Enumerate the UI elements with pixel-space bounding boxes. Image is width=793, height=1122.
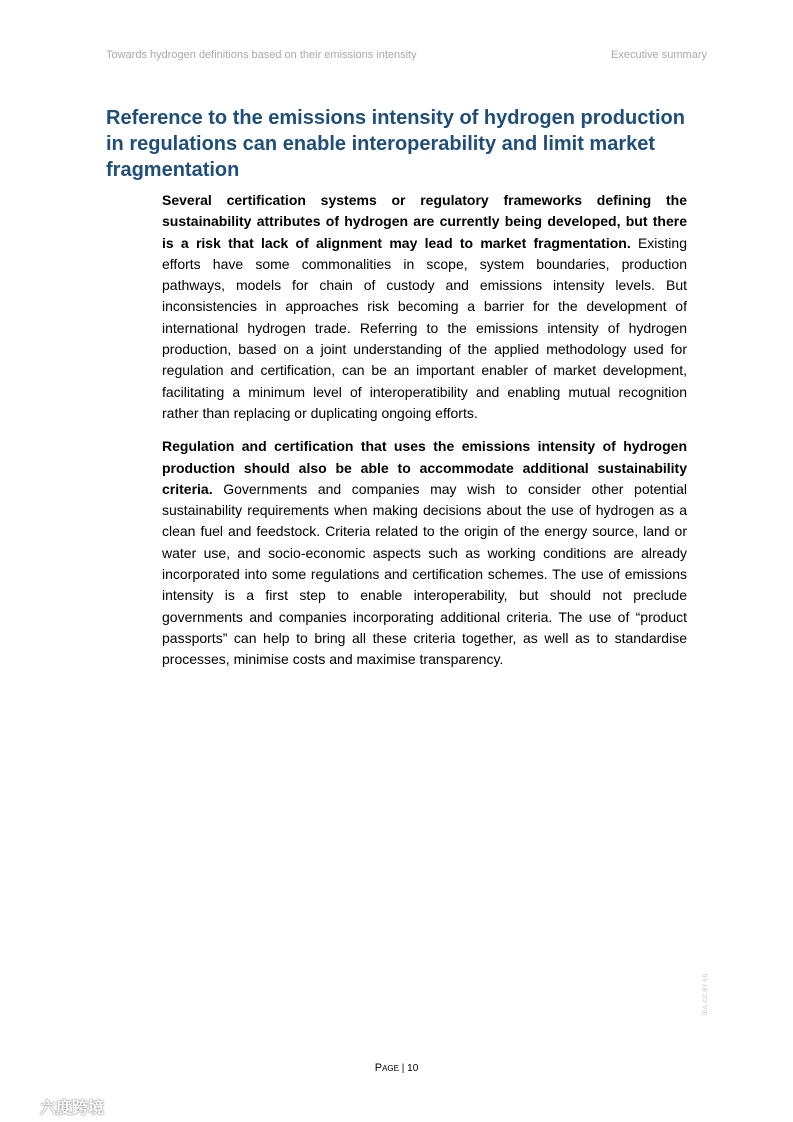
license-notice: IEA. CC BY 4.0. bbox=[703, 972, 709, 1015]
page-header bbox=[106, 47, 707, 63]
body-text bbox=[162, 190, 687, 683]
paragraph-1-body: Existing efforts have some commonalities in scope, system boundaries, production pathways, models for chain of custody and emissions intensity levels. But inconsistencies in approaches risk becoming a barrier for the development of international hydrogen trade. Referring to the emissions intensity of hydrogen production, based on a joint understanding of the applied methodology used for regulation and certification, can be an important enabler of market development, facilitating a minimum level of interoperatibility and enabling mutual recognition rather than replacing or duplicating ongoing efforts. bbox=[162, 234, 687, 421]
watermark-logo-icon bbox=[8, 1097, 34, 1115]
header-section-title: Executive summary bbox=[611, 49, 707, 61]
watermark-text: 六度跨境 bbox=[40, 1099, 105, 1117]
page-number: 10 bbox=[407, 1063, 419, 1074]
page-separator: | bbox=[401, 1063, 405, 1074]
page-label: Page bbox=[374, 1062, 399, 1074]
section-heading: Reference to the emissions intensity of hydrogen production in regulations can enable interoperability and limit market fragmentation bbox=[106, 107, 685, 181]
paragraph-1 bbox=[162, 190, 687, 424]
paragraph-1-lead: Several certification systems or regulatory frameworks defining the sustainability attributes of hydrogen are currently being developed, but there is a risk that lack of alignment may lead to market fragmentation. bbox=[162, 192, 687, 251]
page-footer bbox=[0, 1060, 793, 1077]
paragraph-2-body: Governments and companies may wish to consider other potential sustainability requirements when making decisions about the use of hydrogen as a clean fuel and feedstock. Criteria related to the origin of the energy source, land or water use, and socio-economic aspects such as working conditions are already incorporated into some regulations and certification schemes. The use of emissions intensity is a first step to enable interoperability, but should not preclude governments and companies incorporating additional criteria. The use of “product passports” can help to bring all these criteria together, as well as to standardise processes, minimise costs and maximise transparency. bbox=[162, 480, 687, 668]
header-document-title: Towards hydrogen definitions based on their emissions intensity bbox=[106, 49, 417, 61]
watermark bbox=[8, 1094, 104, 1118]
paragraph-2 bbox=[162, 436, 687, 670]
paragraph-2-lead: Regulation and certification that uses the emissions intensity of hydrogen production should also be able to accommodate additional sustainability criteria. bbox=[162, 438, 687, 497]
